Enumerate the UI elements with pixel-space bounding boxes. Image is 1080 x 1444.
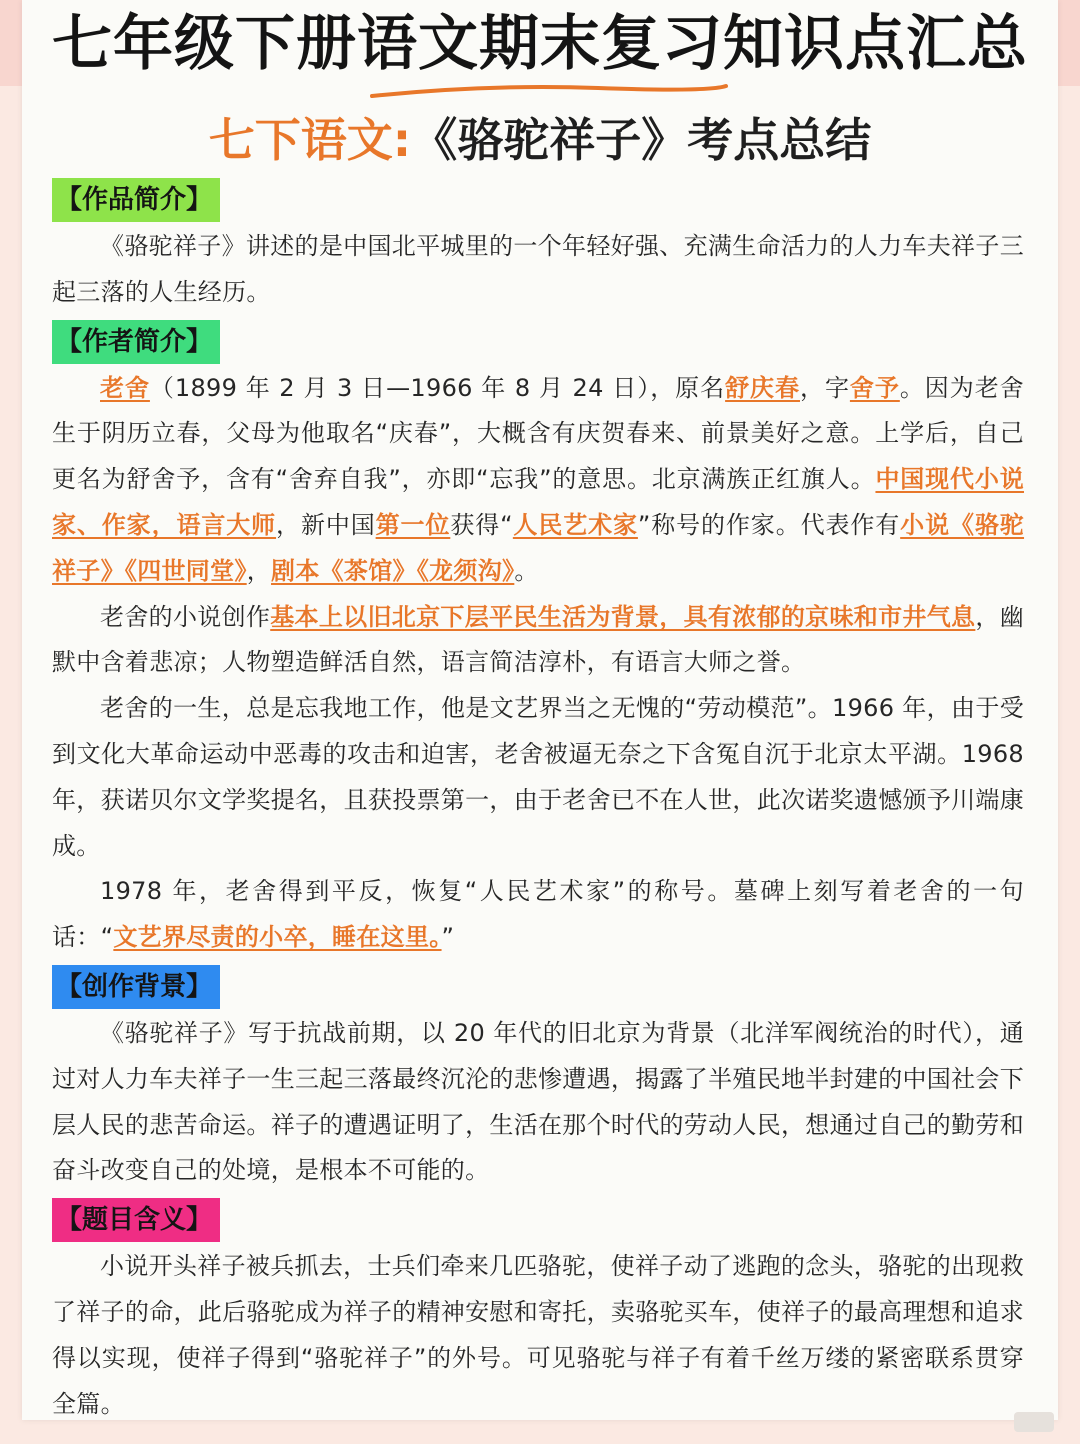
page-subtitle [0,108,1080,172]
section-tag-background: 【创作背景】 [52,965,220,1009]
author-paragraph-4 [52,869,1024,961]
subtitle-book-title: 《骆驼祥子》考点总结 [411,113,872,167]
author-paragraph-3: 老舍的一生，总是忘我地工作，他是文艺界当之无愧的“劳动模范”。1966 年，由于受到文化大革命运动中恶毒的攻击和迫害，老舍被逼无奈之下含冤自沉于北京太平湖。1968 年，获诺贝尔文学奖提名，且获投票第一，由于老舍已不在人世，此次诺奖遗憾颁予川端康成。 [52,694,1024,860]
text-segment: ”称号的作家。代表作有 [637,510,901,539]
text-segment: ，新中国 [276,510,376,539]
text-segment: ， [246,556,272,585]
section-tag-meaning: 【题目含义】 [52,1198,220,1242]
watermark-badge [1014,1412,1054,1432]
text-segment: ，幽默中含着悲凉；人物塑造鲜活自然，语言简洁淳朴，有语言大师之誉。 [52,602,1024,677]
highlight-identity: 中国现代小说家、作家，语言大师 [52,465,1024,539]
main-content [52,174,1024,1427]
highlight-style: 基本上以旧北京下层平民生活为背景，具有浓郁的京味和市井气息 [270,602,976,631]
page-title: 七年级下册语文期末复习知识点汇总 [52,9,1028,79]
title-underline-stroke [368,80,730,102]
highlight-novels: 小说《骆驼祥子》《四世同堂》 [52,510,1025,585]
highlight-first: 第一位 [375,510,451,539]
text-segment: 。 [514,556,539,585]
text-segment: （1899 年 2 月 3 日—1966 年 8 月 24 日），原名 [149,373,726,402]
meaning-paragraph: 小说开头祥子被兵抓去，士兵们牵来几匹骆驼，使祥子动了逃跑的念头，骆驼的出现救了祥子的命，此后骆驼成为祥子的精神安慰和寄托，卖骆驼买车，使祥子的最高理想和追求得以实现，使祥子得到“骆驼祥子”的外号。可见骆驼与祥子有着千丝万缕的紧密联系贯穿全篇。 [52,1252,1024,1418]
highlight-honor-title: 人民艺术家 [512,510,638,539]
highlight-epitaph: 文艺界尽责的小卒，睡在这里。 [113,923,442,952]
text-segment: ，字 [799,373,850,402]
highlight-original-name: 舒庆春 [725,373,800,402]
text-segment: 。因为老舍生于阴历立春，父母为他取名“庆春”，大概含有庆贺春来、前景美好之意。上学后，自己更名为舒舍予，含有“舍弃自我”，亦即“忘我”的意思。北京满族正红旗人。 [52,373,1024,494]
text-segment: ” [441,923,455,952]
author-paragraph-2 [52,595,1024,687]
subtitle-accent: 七下语文: [208,113,412,167]
background-paragraph: 《骆驼祥子》写于抗战前期，以 20 年代的旧北京为背景（北洋军阀统治的时代），通过对人力车夫祥子一生三起三落最终沉沦的悲惨遭遇，揭露了半殖民地半封建的中国社会下层人民的悲苦命运。祥子的遭遇证明了，生活在那个时代的劳动人民，想通过自己的勤劳和奋斗改变自己的处境，是根本不可能的。 [52,1018,1024,1185]
intro-paragraph: 《骆驼祥子》讲述的是中国北平城里的一个年轻好强、充满生命活力的人力车夫祥子三起三落的人生经历。 [52,232,1024,306]
text-segment: 老舍的小说创作 [100,602,271,631]
highlight-courtesy-name: 舍予 [849,373,900,402]
highlight-author-name: 老舍 [100,373,150,402]
text-segment: 获得“ [450,510,513,539]
section-tag-intro: 【作品简介】 [52,178,220,222]
highlight-plays: 剧本《茶馆》《龙须沟》 [271,556,515,585]
text-segment: 1978 年，老舍得到平反，恢复“人民艺术家”的称号。墓碑上刻写着老舍的一句话：“ [52,877,1024,952]
author-paragraph-1 [52,366,1024,595]
section-tag-author: 【作者简介】 [52,320,220,364]
